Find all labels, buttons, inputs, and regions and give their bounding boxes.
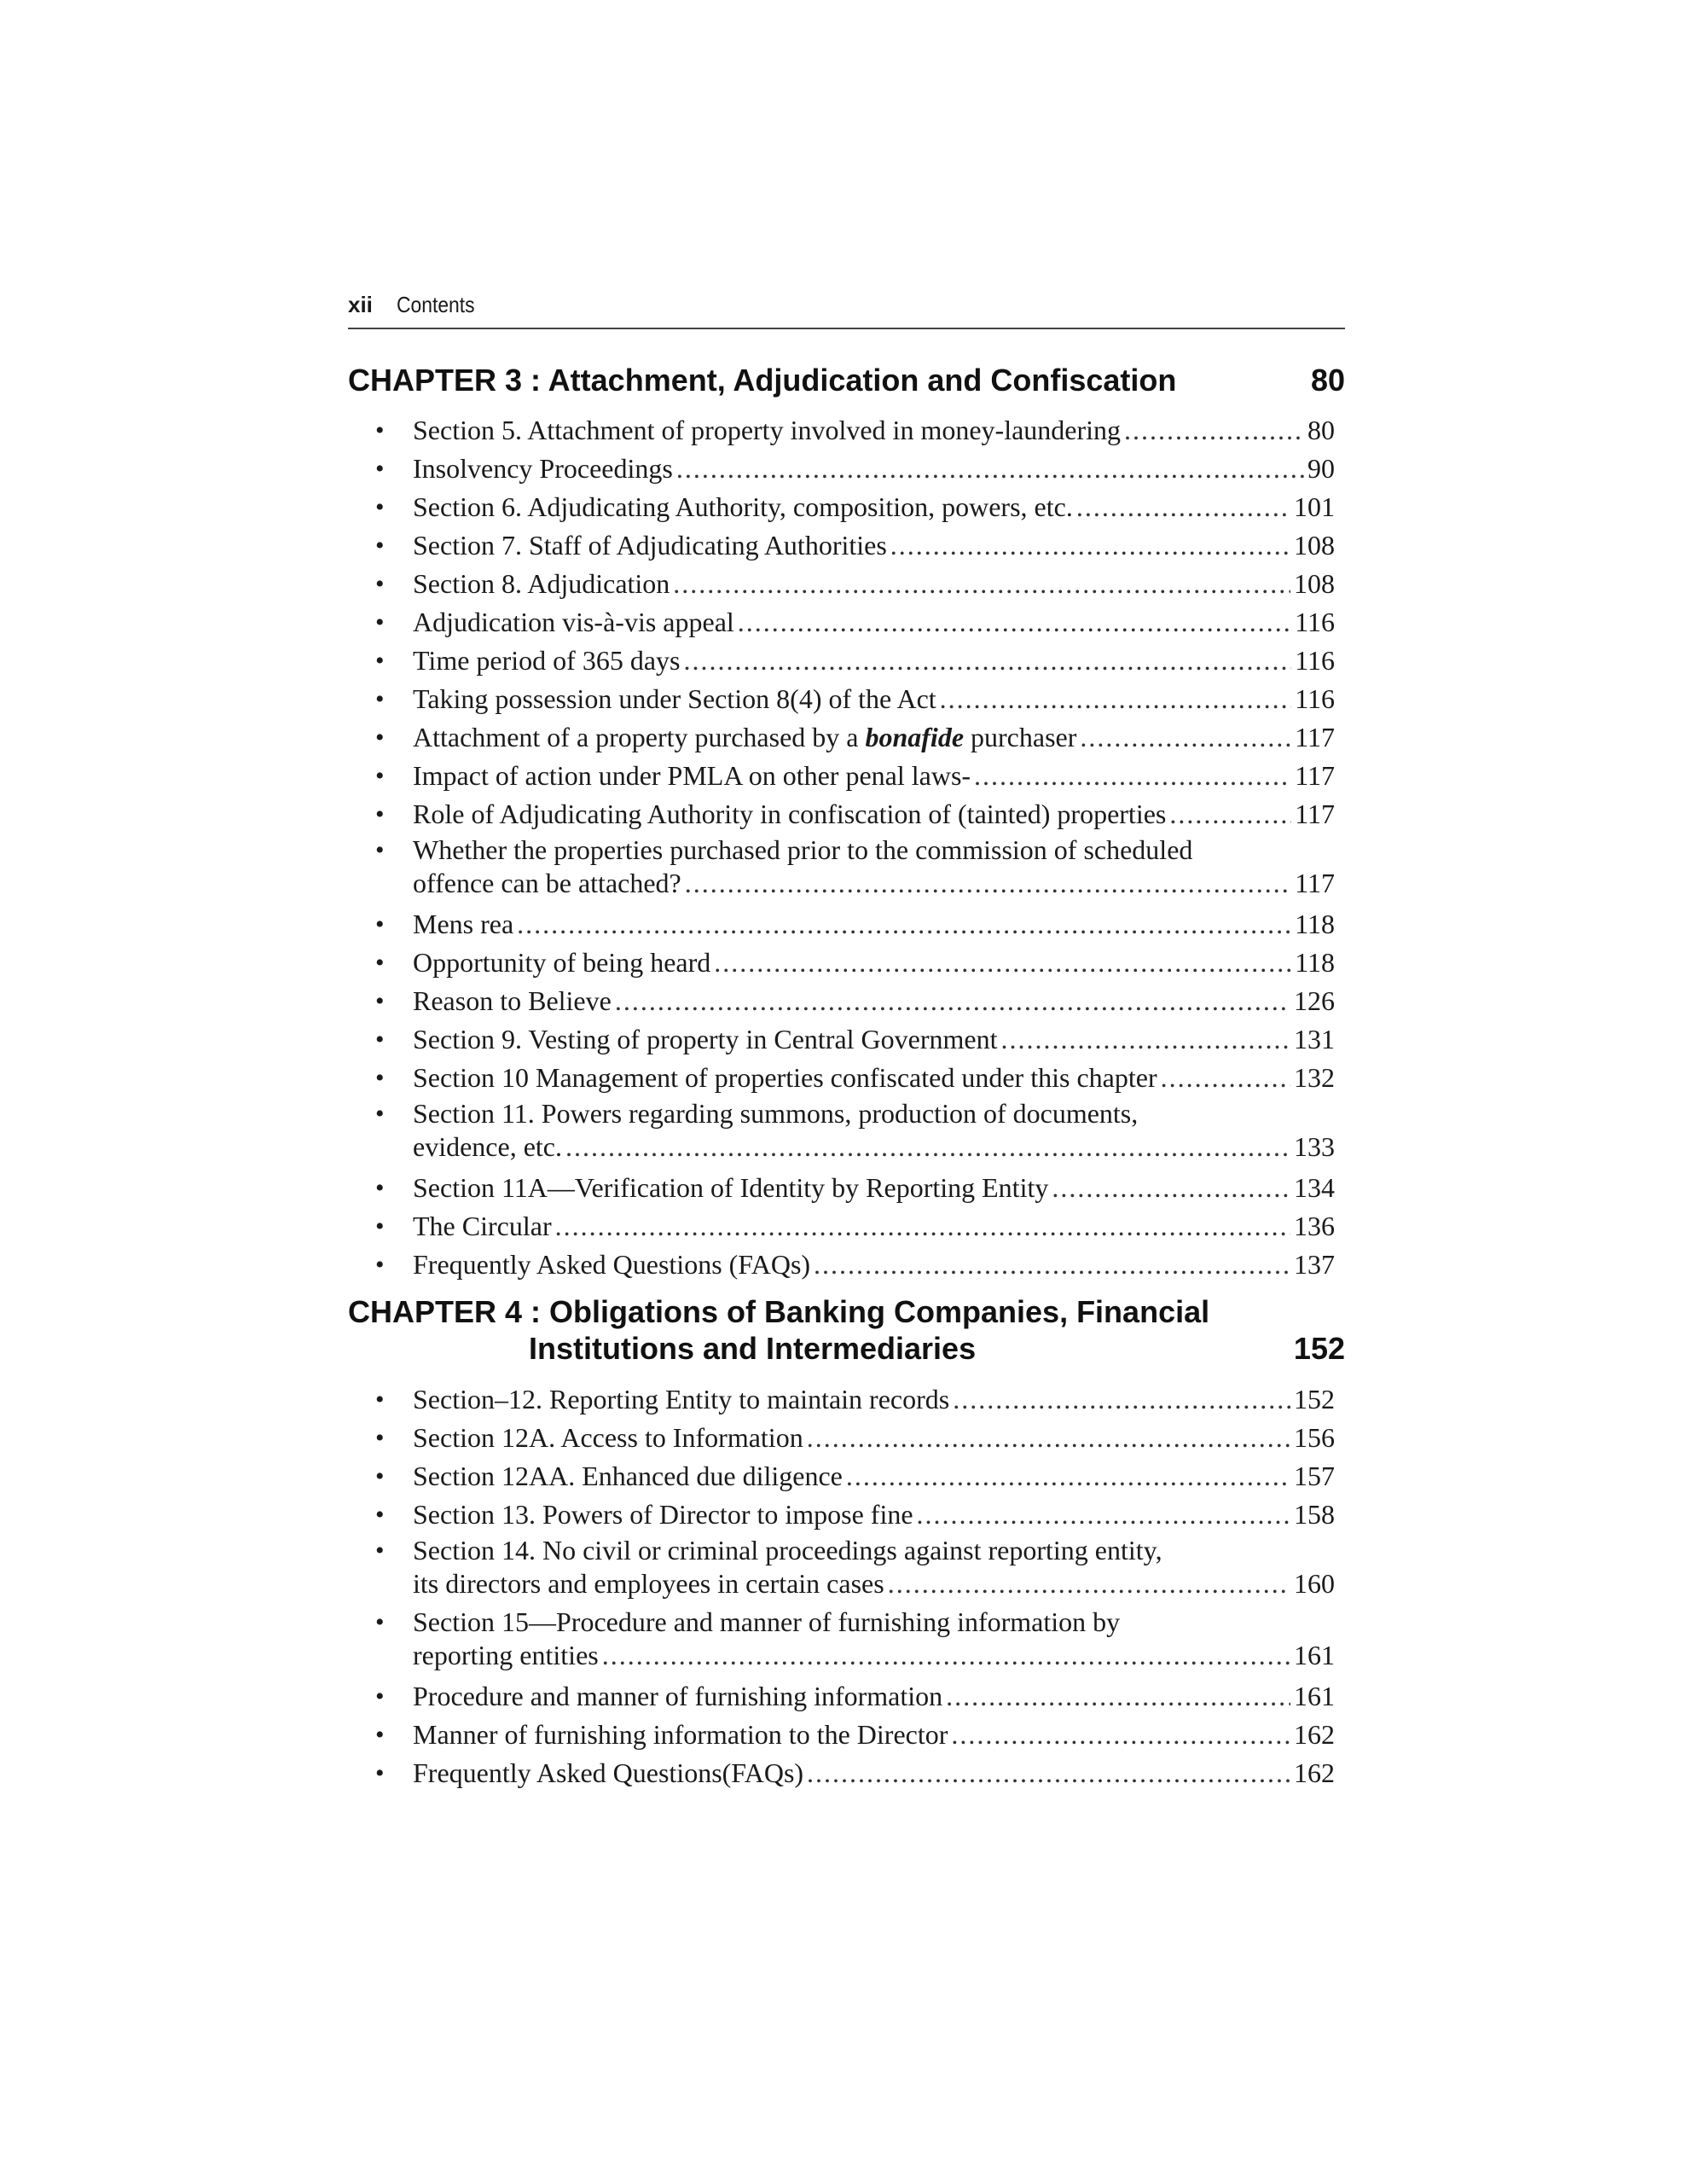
chapter-3-entries <box>375 411 1335 1284</box>
toc-entry-title: Section 10 Management of properties confiscated under this chapter <box>413 1062 1157 1093</box>
toc-entry[interactable] <box>375 795 1335 834</box>
bullet-icon: • <box>375 910 385 938</box>
dot-leader <box>738 603 1291 642</box>
bullet-icon: • <box>375 685 385 713</box>
toc-entry-page: 162 <box>1294 1757 1335 1788</box>
dot-leader <box>1161 1059 1290 1097</box>
toc-entry[interactable] <box>375 982 1335 1020</box>
toc-entry-page: 118 <box>1295 947 1335 978</box>
dot-leader <box>1052 1169 1290 1207</box>
toc-entry-first-line: Whether the properties purchased prior to the commission of scheduled <box>413 834 1193 865</box>
toc-entry-title: Reason to Believe <box>413 985 612 1016</box>
toc-entry-page: 134 <box>1294 1172 1335 1203</box>
bullet-icon: • <box>375 570 385 598</box>
toc-entry-title: Time period of 365 days <box>413 645 681 676</box>
toc-entry-title: The Circular <box>413 1211 552 1241</box>
dot-leader <box>1080 718 1291 757</box>
toc-entry-page: 161 <box>1294 1640 1335 1670</box>
bullet-icon: • <box>375 1759 385 1787</box>
toc-entry-page: 160 <box>1294 1568 1335 1599</box>
bullet-icon: • <box>375 1100 385 1128</box>
toc-entry[interactable] <box>375 718 1335 757</box>
toc-entry[interactable] <box>375 1754 1335 1792</box>
toc-entry-page: 116 <box>1295 607 1335 637</box>
toc-entry-title: Section 8. Adjudication <box>413 568 670 599</box>
toc-entry-title: reporting entities <box>413 1640 599 1670</box>
chapter-4-page: 152 <box>1293 1331 1345 1366</box>
dot-leader <box>946 1677 1290 1716</box>
toc-entry[interactable] <box>375 1606 1335 1672</box>
toc-entry-title: Procedure and manner of furnishing information <box>413 1681 943 1711</box>
bullet-icon: • <box>375 1501 385 1529</box>
toc-entry-title: Section 9. Vesting of property in Central Government <box>413 1024 998 1054</box>
dot-leader <box>917 1496 1290 1534</box>
toc-entry-page: 132 <box>1294 1062 1335 1093</box>
toc-entry-text-part: Attachment of a property purchased by a <box>413 722 866 752</box>
toc-entry-first-line: Section 14. No civil or criminal proceedings against reporting entity, <box>413 1535 1162 1565</box>
toc-entry-title: Section 13. Powers of Director to impose fine <box>413 1499 913 1530</box>
toc-entry-page: 161 <box>1294 1681 1335 1711</box>
toc-entry[interactable] <box>375 1020 1335 1059</box>
bullet-icon: • <box>375 1721 385 1749</box>
toc-entry-title: Taking possession under Section 8(4) of the Act <box>413 683 936 714</box>
toc-entry-title: Section 12AA. Enhanced due diligence <box>413 1461 843 1491</box>
toc-entry[interactable] <box>375 526 1335 565</box>
dot-leader <box>846 1457 1290 1496</box>
dot-leader <box>890 526 1290 565</box>
toc-entry-title: evidence, etc. <box>413 1131 562 1162</box>
toc-entry-text-part: purchaser <box>964 722 1077 752</box>
toc-entry[interactable] <box>375 680 1335 718</box>
bullet-icon: • <box>375 1025 385 1054</box>
dot-leader <box>673 565 1290 603</box>
bullet-icon: • <box>375 416 385 444</box>
toc-entry[interactable] <box>375 905 1335 944</box>
dot-leader <box>807 1754 1290 1792</box>
toc-entry-page: 152 <box>1294 1384 1335 1414</box>
toc-entry-emphasis: bonafide <box>865 722 965 752</box>
toc-entry[interactable] <box>375 1246 1335 1284</box>
dot-leader <box>1001 1020 1291 1059</box>
toc-entry[interactable] <box>375 1059 1335 1097</box>
bullet-icon: • <box>375 1536 385 1565</box>
chapter-4-title-line1: CHAPTER 4 : Obligations of Banking Companies, Financial <box>348 1294 1210 1329</box>
dot-leader <box>602 1639 1290 1672</box>
running-header <box>348 292 1345 329</box>
bullet-icon: • <box>375 800 385 828</box>
dot-leader <box>1169 795 1291 834</box>
toc-entry[interactable] <box>375 1419 1335 1457</box>
bullet-icon: • <box>375 1064 385 1092</box>
toc-entry-page: 157 <box>1294 1461 1335 1491</box>
bullet-icon: • <box>375 493 385 521</box>
dot-leader <box>1076 488 1290 526</box>
toc-entry-first-line: Section 11. Powers regarding summons, production of documents, <box>413 1098 1139 1129</box>
toc-entry-page: 101 <box>1294 491 1335 522</box>
toc-entry[interactable] <box>375 488 1335 526</box>
toc-entry[interactable] <box>375 1534 1335 1600</box>
dot-leader <box>953 1380 1290 1419</box>
bullet-icon: • <box>375 531 385 560</box>
toc-entry-page: 116 <box>1295 645 1335 676</box>
toc-entry-title: Section 5. Attachment of property involved in money-laundering <box>413 415 1122 445</box>
toc-entry-page: 116 <box>1295 683 1335 714</box>
toc-entry-title: Impact of action under PMLA on other penal laws- <box>413 760 971 791</box>
toc-entry-title: Role of Adjudicating Authority in confiscation of (tainted) properties <box>413 799 1167 829</box>
toc-entry-page: 133 <box>1294 1131 1335 1162</box>
toc-entry[interactable] <box>375 1169 1335 1207</box>
dot-leader <box>940 680 1292 718</box>
bullet-icon: • <box>375 647 385 675</box>
chapter-4-heading <box>348 1293 1345 1367</box>
toc-entry-title: Frequently Asked Questions (FAQs) <box>413 1249 811 1280</box>
dot-leader <box>714 944 1291 982</box>
toc-entry[interactable] <box>375 1380 1335 1419</box>
bullet-icon: • <box>375 1424 385 1452</box>
toc-entry-title: Manner of furnishing information to the Director <box>413 1719 948 1750</box>
chapter-4-title-line2: Institutions and Intermediaries <box>529 1331 977 1366</box>
bullet-icon: • <box>375 455 385 483</box>
toc-entry-page: 117 <box>1295 760 1335 791</box>
toc-entry[interactable] <box>375 642 1335 680</box>
toc-entry-page: 108 <box>1294 568 1335 599</box>
toc-entry[interactable] <box>375 450 1335 488</box>
toc-entry-page: 131 <box>1294 1024 1335 1054</box>
toc-entry-title <box>413 718 1076 757</box>
toc-entry[interactable] <box>375 1677 1335 1716</box>
chapter-3-page: 80 <box>1310 363 1345 398</box>
toc-entry-title: Frequently Asked Questions(FAQs) <box>413 1757 804 1788</box>
toc-entry-page: 156 <box>1294 1422 1335 1453</box>
toc-entry-page: 90 <box>1307 453 1335 484</box>
toc-entry-page: 117 <box>1295 722 1335 752</box>
chapter-3-heading <box>348 363 1345 398</box>
toc-entry-page: 126 <box>1294 985 1335 1016</box>
dot-leader <box>565 1130 1290 1164</box>
page-number: xii <box>348 292 373 317</box>
toc-entry[interactable] <box>375 1207 1335 1246</box>
dot-leader <box>807 1419 1290 1457</box>
bullet-icon: • <box>375 949 385 977</box>
toc-entry-title: Section 11A—Verification of Identity by Reporting Entity <box>413 1172 1049 1203</box>
toc-entry-page: 108 <box>1294 530 1335 561</box>
bullet-icon: • <box>375 723 385 752</box>
dot-leader <box>676 450 1304 488</box>
dot-leader <box>1124 411 1304 450</box>
toc-entry-first-line: Section 15—Procedure and manner of furnishing information by <box>413 1606 1121 1637</box>
bullet-icon: • <box>375 1462 385 1490</box>
dot-leader <box>685 867 1291 900</box>
bullet-icon: • <box>375 1212 385 1240</box>
running-title: Contents <box>397 292 475 317</box>
toc-entry-page: 117 <box>1295 868 1335 898</box>
bullet-icon: • <box>375 1608 385 1636</box>
bullet-icon: • <box>375 608 385 636</box>
toc-entry-title: Insolvency Proceedings <box>413 453 673 484</box>
toc-entry[interactable] <box>375 1716 1335 1754</box>
toc-entry[interactable] <box>375 944 1335 982</box>
bullet-icon: • <box>375 836 385 864</box>
toc-entry-page: 158 <box>1294 1499 1335 1530</box>
toc-entry[interactable] <box>375 1097 1335 1164</box>
toc-entry[interactable] <box>375 1457 1335 1496</box>
toc-entry-title: Section 12A. Access to Information <box>413 1422 803 1453</box>
dot-leader <box>615 982 1290 1020</box>
bullet-icon: • <box>375 1174 385 1202</box>
dot-leader <box>683 642 1291 680</box>
dot-leader <box>555 1207 1290 1246</box>
dot-leader <box>974 757 1291 795</box>
toc-entry-title: its directors and employees in certain cases <box>413 1568 884 1599</box>
toc-entry-title: Adjudication vis-à-vis appeal <box>413 607 734 637</box>
toc-entry-title: offence can be attached? <box>413 868 681 898</box>
chapter-3-title: CHAPTER 3 : Attachment, Adjudication and Confiscation <box>348 363 1177 398</box>
toc-entry-title: Section 7. Staff of Adjudicating Authorities <box>413 530 887 561</box>
toc-entry[interactable] <box>375 757 1335 795</box>
toc-entry-title: Section–12. Reporting Entity to maintain records <box>413 1384 950 1414</box>
dot-leader <box>951 1716 1290 1754</box>
toc-entry-title: Section 6. Adjudicating Authority, composition, powers, etc. <box>413 491 1073 522</box>
bullet-icon: • <box>375 1251 385 1279</box>
toc-entry-page: 80 <box>1307 415 1335 445</box>
dot-leader <box>517 905 1291 944</box>
bullet-icon: • <box>375 1385 385 1414</box>
toc-entry[interactable] <box>375 565 1335 603</box>
dot-leader <box>888 1567 1290 1600</box>
toc-entry-title: Mens rea <box>413 909 514 939</box>
toc-entry[interactable] <box>375 603 1335 642</box>
toc-entry-title: Opportunity of being heard <box>413 947 711 978</box>
bullet-icon: • <box>375 762 385 790</box>
toc-entry-page: 137 <box>1294 1249 1335 1280</box>
bullet-icon: • <box>375 1682 385 1711</box>
bullet-icon: • <box>375 987 385 1015</box>
toc-entry-page: 117 <box>1295 799 1335 829</box>
chapter-4-entries <box>375 1380 1335 1792</box>
toc-entry-page: 162 <box>1294 1719 1335 1750</box>
toc-entry[interactable] <box>375 411 1335 450</box>
toc-entry-page: 136 <box>1294 1211 1335 1241</box>
toc-entry[interactable] <box>375 834 1335 900</box>
dot-leader <box>814 1246 1290 1284</box>
toc-entry-page: 118 <box>1295 909 1335 939</box>
toc-entry[interactable] <box>375 1496 1335 1534</box>
